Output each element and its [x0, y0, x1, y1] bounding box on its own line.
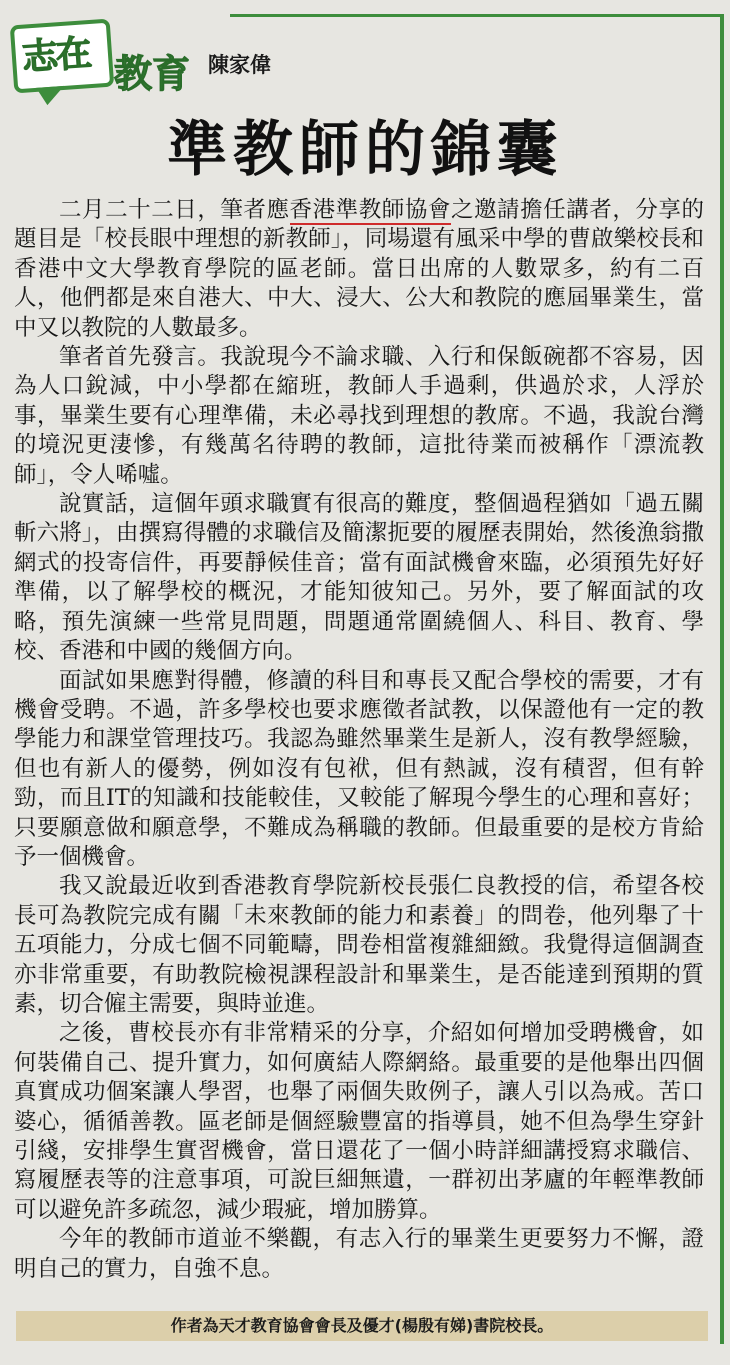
paragraph-4: 面試如果應對得體，修讀的科目和專長又配合學校的需要，才有機會受聘。不過，許多學校也要求應徵者試教，以保證他有一定的教學能力和課堂管理技巧。我認為雖然畢業生是新人，沒有教學經驗，但也有新人的優勢，例如沒有包袱，但有熱誠，沒有積習，但有幹勁，而且IT的知識和技能較佳，又較能了解現今學生的心理和喜好；只要願意做和願意學，不難成為稱職的教師。但最重要的是校方肯給予一個機會。 — [14, 667, 704, 870]
speech-bubble-icon — [10, 19, 114, 94]
paragraph-6: 之後，曹校長亦有非常精采的分享，介紹如何增加受聘機會，如何裝備自己、提升實力，如何廣結人際網絡。最重要的是他舉出四個真實成功個案讓人學習，也舉了兩個失敗例子，讓人引以為戒。苦口婆心，循循善教。區老師是個經驗豐富的指導員，她不但為學生穿針引綫，安排學生實習機會，當日還花了一個小時詳細講授寫求職信、寫履歷表等的注意事項，可說巨細無遺，一群初出茅廬的年輕準教師可以避免許多疏忽，減少瑕疵，增加勝算。 — [14, 1020, 704, 1223]
logo-text: 志在 — [20, 33, 92, 79]
green-border-right — [720, 14, 724, 1344]
column-logo — [12, 22, 342, 102]
article-body — [14, 196, 704, 1284]
paragraph-1: 二月二十二日，筆者應香港準教師協會之邀請擔任講者，分享的題目是「校長眼中理想的新教師」，同場還有風采中學的曹啟樂校長和香港中文大學教育學院的區老師。當日出席的人數眾多，約有二百人，他們都是來自港大、中大、浸大、公大和教院的應屆畢業生，當中又以教院的人數最多。 — [14, 197, 704, 341]
highlighted-organisation: 香港準教師協會 — [289, 197, 451, 223]
paragraph-5: 我又說最近收到香港教育學院新校長張仁良教授的信，希望各校長可為教院完成有關「未來教師的能力和素養」的問卷，他列舉了十五項能力，分成七個不同範疇，問卷相當複雜細緻。我覺得這個調查亦非常重要，有助教院檢視課程設計和畢業生，是否能達到預期的質素，切合僱主需要，與時並進。 — [14, 873, 704, 1017]
paragraph-2: 筆者首先發言。我說現今不論求職、入行和保飯碗都不容易，因為人口銳減，中小學都在縮班，教師人手過剩，供過於求，人浮於事，畢業生要有心理準備，未必尋找到理想的教席。不過，我說台灣的境況更淒慘，有幾萬名待聘的教師，這批待業而被稱作「漂流教師」，令人唏噓。 — [14, 344, 704, 488]
green-border-top — [230, 14, 724, 17]
author-name: 陳家偉 — [208, 53, 271, 77]
section-name: 教育 — [114, 52, 191, 96]
paragraph-3: 說實話，這個年頭求職實有很高的難度，整個過程猶如「過五關斬六將」，由撰寫得體的求職信及簡潔扼要的履歷表開始，然後漁翁撒網式的投寄信件，再要靜候佳音；當有面試機會來臨，必須預先好好準備，以了解學校的概況，才能知彼知己。另外，要了解面試的攻略，預先演練一些常見問題，問題通常圍繞個人、科目、教育、學校、香港和中國的幾個方向。 — [14, 491, 704, 665]
paragraph-7: 今年的教師市道並不樂觀，有志入行的畢業生更要努力不懈，證明自己的實力，自強不息。 — [14, 1226, 704, 1282]
article-title: 準教師的錦囊 — [167, 115, 563, 185]
author-footnote: 作者為天才教育協會會長及優才(楊殷有娣)書院校長。 — [16, 1311, 708, 1341]
